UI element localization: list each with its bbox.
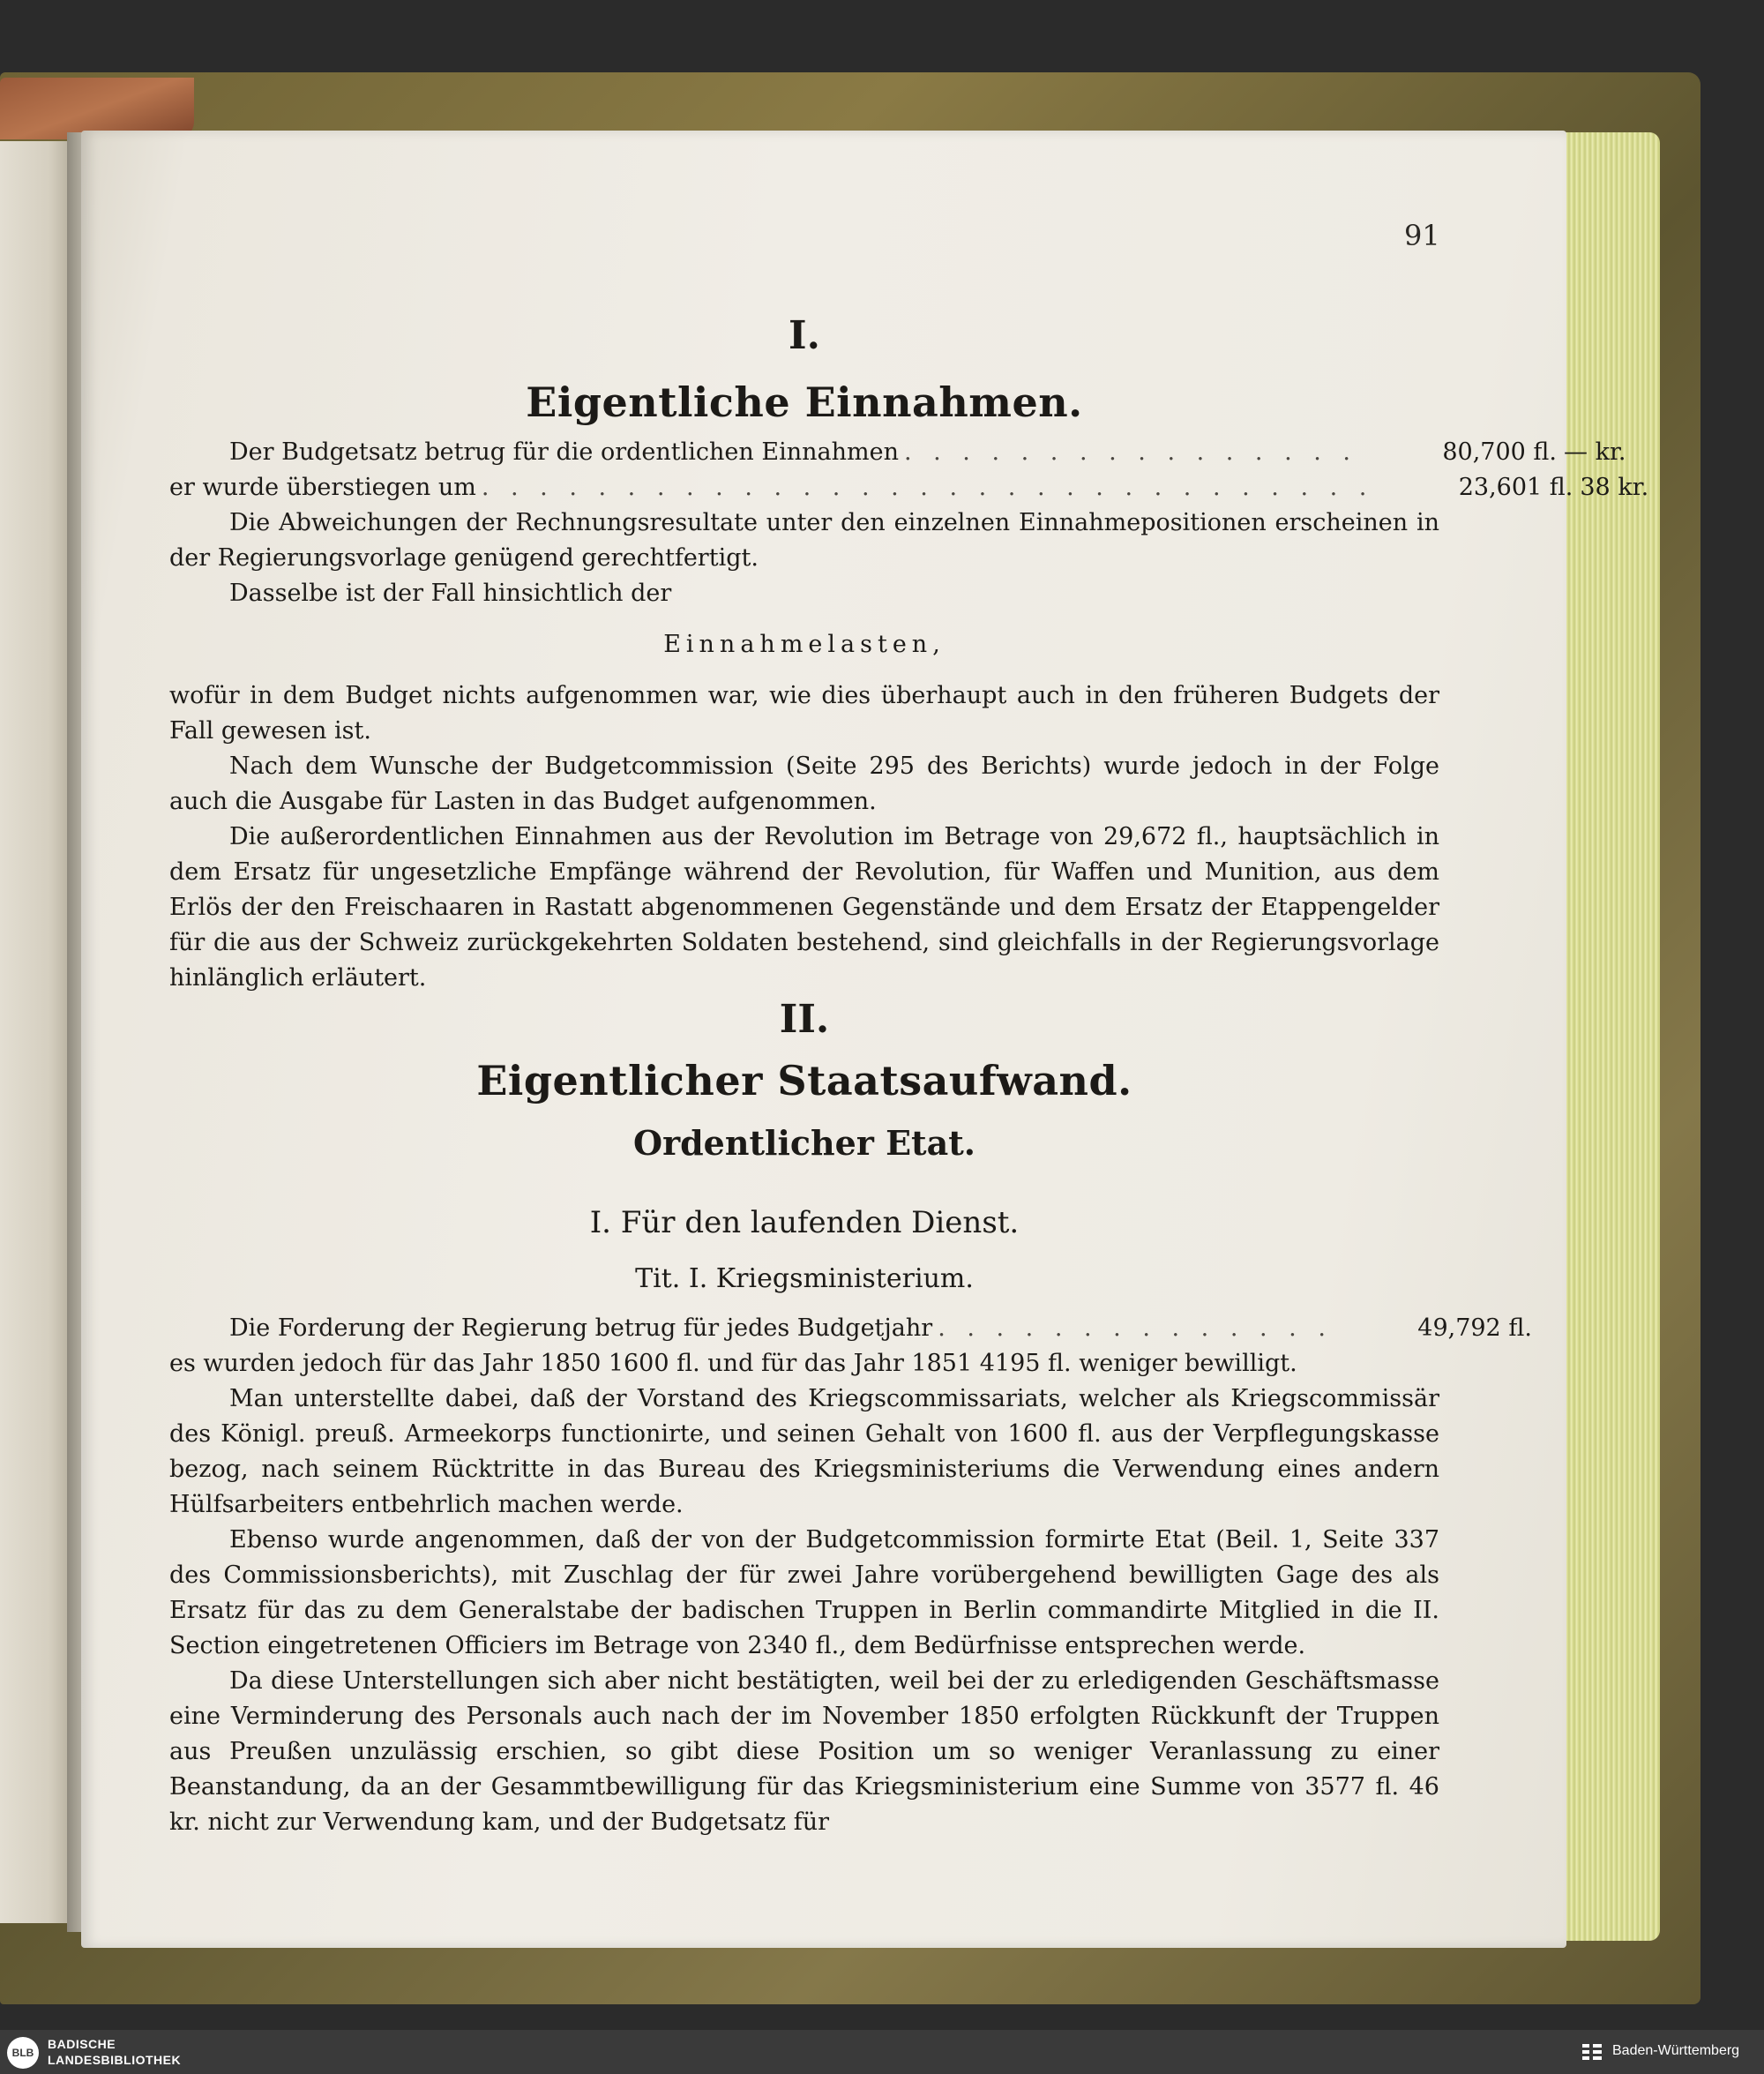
ledger-label: er wurde überstiegen um [169, 474, 476, 501]
title-heading: Tit. I. Kriegsministerium. [635, 1263, 974, 1294]
paragraph: Man unterstellte dabei, daß der Vorstand des Kriegscommissariats, welcher als Kriegscommissär des Königl. preuß. Armeekorps functionirte, und seinen Gehalt von 1600 fl. aus der Verpflegungskasse bezog, nach seinem Rücktritte in das Bureau des Kriegsministeriums die Verwendung eines andern Hülfsarbeiters entbehrlich machen werde. [169, 1385, 1439, 1518]
paragraph: Nach dem Wunsche der Budgetcommission (Seite 295 des Berichts) wurde jedoch in der Folge auch die Ausgabe für Lasten in das Budget aufgenommen. [169, 752, 1439, 815]
paragraph: es wurden jedoch für das Jahr 1850 1600 fl. und für das Jahr 1851 4195 fl. weniger bewilligt. [169, 1350, 1297, 1377]
library-name-line2: LANDESBIBLIOTHEK [48, 2053, 182, 2067]
left-page [0, 141, 71, 1923]
ledger-unit: 38 kr. [1580, 474, 1649, 501]
paragraph: Die außerordentlichen Einnahmen aus der Revolution im Betrage von 29,672 fl., hauptsächlich in dem Ersatz für ungesetzliche Empfänge während der Revolution, für Waffen und Munition, aus dem Erlös der den Freischaaren in Rastatt abgenommenen Gegenstände und dem Ersatz der Etappengelder für die aus der Schweiz zurückgekehrten Soldaten bestehend, sind gleichfalls in der Regierungsvorlage hinlänglich erläutert. [169, 823, 1439, 992]
ledger-amount: 23,601 fl. [1458, 474, 1573, 501]
ledger-label: Der Budgetsatz betrug für die ordentlichen Einnahmen [229, 438, 899, 466]
section-numeral: II. [779, 997, 830, 1042]
leader-dots: . . . . . . . . . . . . . . [938, 1314, 1333, 1342]
subheading: Einnahmelasten, [663, 631, 946, 658]
leader-dots: . . . . . . . . . . . . . . . . [903, 438, 1358, 466]
library-name[interactable] [48, 2036, 181, 2068]
document-page [81, 131, 1649, 1948]
ledger-amount: 80,700 fl. [1442, 438, 1558, 466]
paragraph: Ebenso wurde angenommen, daß der von der Budgetcommission formirte Etat (Beil. 1, Seite 337 des Commissionsberichts), mit Zuschlag der für zwei Jahre vorübergehend bewilligten Gage des als Ersatz für das zu dem Generalstabe der badischen Truppen in Berlin commandirte Mitglied in die II. Section eingetretenen Officiers im Betrage von 2340 fl., dem Bedürfnisse entsprechen werde. [169, 1526, 1439, 1659]
blb-logo-icon[interactable]: BLB [7, 2037, 39, 2069]
ledger-label: Die Forderung der Regierung betrug für jedes Budgetjahr [229, 1314, 933, 1342]
leader-dots: . . . . . . . . . . . . . . . . . . . . . . . . . . . . . . . [481, 474, 1374, 501]
library-name-line1: BADISCHE [48, 2037, 116, 2051]
paragraph: wofür in dem Budget nichts aufgenommen war, wie dies überhaupt auch in den früheren Budgets der Fall gewesen ist. [169, 682, 1439, 745]
section-expenditure [169, 995, 1532, 1840]
section-income [169, 311, 1649, 996]
viewer-footer [0, 2030, 1764, 2074]
ledger-row [169, 435, 1626, 470]
paragraph: Dasselbe ist der Fall hinsichtlich der [229, 580, 672, 607]
section-numeral: I. [789, 313, 820, 358]
ledger-unit: — kr. [1564, 438, 1626, 466]
page-edges [1561, 132, 1660, 1941]
state-lions-icon[interactable] [1579, 2039, 1605, 2065]
ledger-row [169, 470, 1649, 505]
ledger-row [169, 1311, 1532, 1346]
ledger-amount: 49,792 fl. [1417, 1314, 1532, 1342]
state-label[interactable]: Baden-Württemberg [1612, 2043, 1740, 2058]
section-title: Eigentlicher Staatsaufwand. [476, 1057, 1132, 1104]
paragraph: Die Abweichungen der Rechnungsresultate unter den einzelnen Einnahmepositionen erscheinen in der Regierungsvorlage genügend gerechtfertigt. [169, 509, 1439, 572]
paragraph: Da diese Unterstellungen sich aber nicht bestätigten, weil bei der zu erledigenden Geschäftsmasse eine Verminderung des Personals auch nach der im November 1850 erfolgten Rückkunft der Truppen aus Preußen unzulässig erschien, so gibt diese Position um so weniger Veranlassung zu einer Beanstandung, da an der Gesammtbewilligung für das Kriegsministerium eine Summe von 3577 fl. 46 kr. nicht zur Verwendung kam, und der Budgetsatz für [169, 1667, 1439, 1836]
section-subtitle: Ordentlicher Etat. [632, 1123, 976, 1163]
section-heading: I. Für den laufenden Dienst. [589, 1205, 1020, 1240]
page-number: 91 [1404, 219, 1440, 252]
section-title: Eigentliche Einnahmen. [526, 378, 1083, 426]
